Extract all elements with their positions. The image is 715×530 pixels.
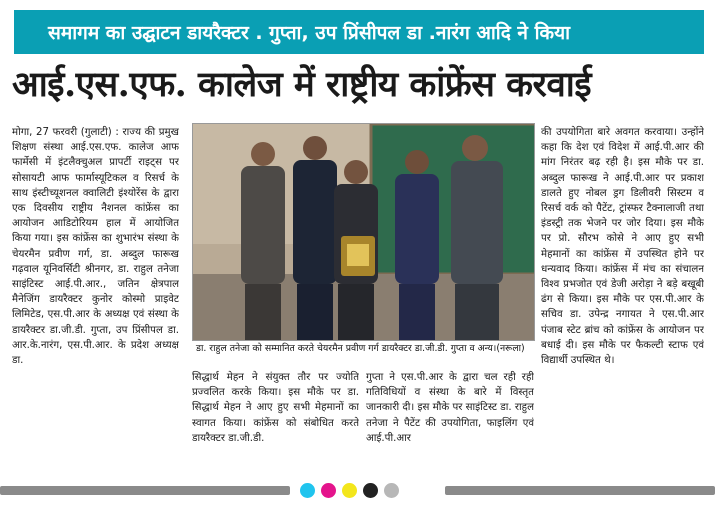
photo-illustration bbox=[193, 124, 535, 341]
registration-dots bbox=[300, 483, 399, 498]
news-photo bbox=[192, 123, 535, 341]
kicker-banner bbox=[14, 10, 704, 54]
bottom-rule-right bbox=[445, 486, 715, 495]
registration-dot bbox=[363, 483, 378, 498]
article-column-3: गुप्ता ने एस.पी.आर के द्वारा चल रही रही गतिविधियों व संस्था के बारे में विस्तृत जानकारी दी। इस मौके पर साइंटिस्ट डा. राहुल तनेजा ने पैटेंट की उपयोगिता, फाइलिंग एवं आई.पी.आर bbox=[366, 372, 534, 444]
registration-dot bbox=[384, 483, 399, 498]
article-column-2: सिद्धार्थ मेहन ने संयुक्त तौर पर ज्योति प्रज्वलित करके किया। इस मौके पर डा. सिद्धार्थ मेहन ने आए हुए सभी मेहमानों का स्वागत किया। कांफ्रेंस को संबोधित करते डायरैक्टर डा.जी.डी. bbox=[192, 372, 359, 444]
registration-dot bbox=[342, 483, 357, 498]
headline: आई.एस.एफ. कालेज में राष्ट्रीय कांफ्रेंस करवाई bbox=[12, 64, 592, 105]
registration-dot bbox=[300, 483, 315, 498]
article-column-1: मोगा, 27 फरवरी (गुलाटी) : राज्य की प्रमुख शिक्षण संस्था आई.एस.एफ. कालेज आफ फार्मेसी में इंटलैक्चुअल प्रापर्टी राइट्स पर सोसायटी आफ फार्मास्यूटिकल व रिसर्च के साथ इंस्टीच्यूशनल क्वालिटी इंश्योरेंस के द्वारा एक दिवसीय राष्ट्रीय नैशनल कांफ्रेंस का आयोजन आडिटोरियम हाल में आयोजित किया गया। इस कांफ्रेंस का शुभारंभ संस्था के चेयरमैन प्रवीण गर्ग, डा. अब्दुल फारूख गढ़वाल यूनिवर्सिटी श्रीनगर, डा. राहुल तनेजा साइंटिस्ट आई.पी.आर., जतिन क्षेत्रपाल मैनेजिंग डायरैक्टर कुनोर कोस्मो प्राइवेट लिमिटेड, एस.पी.आर के अध्यक्ष एवं संस्था के डायरैक्टर डा.जी.डी. गुप्ता, उप प्रिंसीपल डा. आर.के.नारंग, एस.पी.आर. के प्रदेश अध्यक्ष डा. bbox=[12, 127, 179, 367]
registration-dot bbox=[321, 483, 336, 498]
photo-caption: डा. राहुल तनेजा को सम्मानित करते चेयरमैन प्रवीण गर्ग डायरैक्टर डा.जी.डी. गुप्ता व अन्य।(नरूला) bbox=[192, 342, 535, 368]
bottom-rule-left bbox=[0, 486, 290, 495]
article-column-4: की उपयोगिता बारे अवगत करवाया। उन्होंने कहा कि देश एवं विदेश में आई.पी.आर की मांग निरंतर बढ़ रही है। इस मौके पर डा. अब्दुल फारूख ने आई.पी.आर पर प्रकाश डालते हुए नोबल ड्रग डिलीवरी सिस्टम व रिसर्च वर्क को पैटेंट, ट्रांस्फर टैक्नालाजी तथा इंडस्ट्री तक भेजने पर जोर दिया। इस मौके पर प्रो. सौरभ कोसे ने आए हुए सभी मेहमानों का कांफ्रेंस में उपस्थित होने पर धन्यवाद किया। कांफ्रेंस में मंच का संचालन विश्व प्रभजोत एवं डेजी अरोड़ा ने बड़े बखूबी ढंग से किया। इस मौके पर एस.पी.आर के सचिव डा. उपेन्द्र नगायत ने एस.पी.आर पंजाब स्टेट ब्रांच को कांफ्रेंस के आयोजन पर बधाई दी। इस मौके पर फैकल्टी स्टाफ एवं विद्यार्थी उपस्थित थे। bbox=[541, 127, 704, 367]
kicker-text: समागम का उद्घाटन डायरैक्टर . गुप्ता, उप प्रिंसीपल डा .नारंग आदि ने किया bbox=[48, 22, 571, 44]
